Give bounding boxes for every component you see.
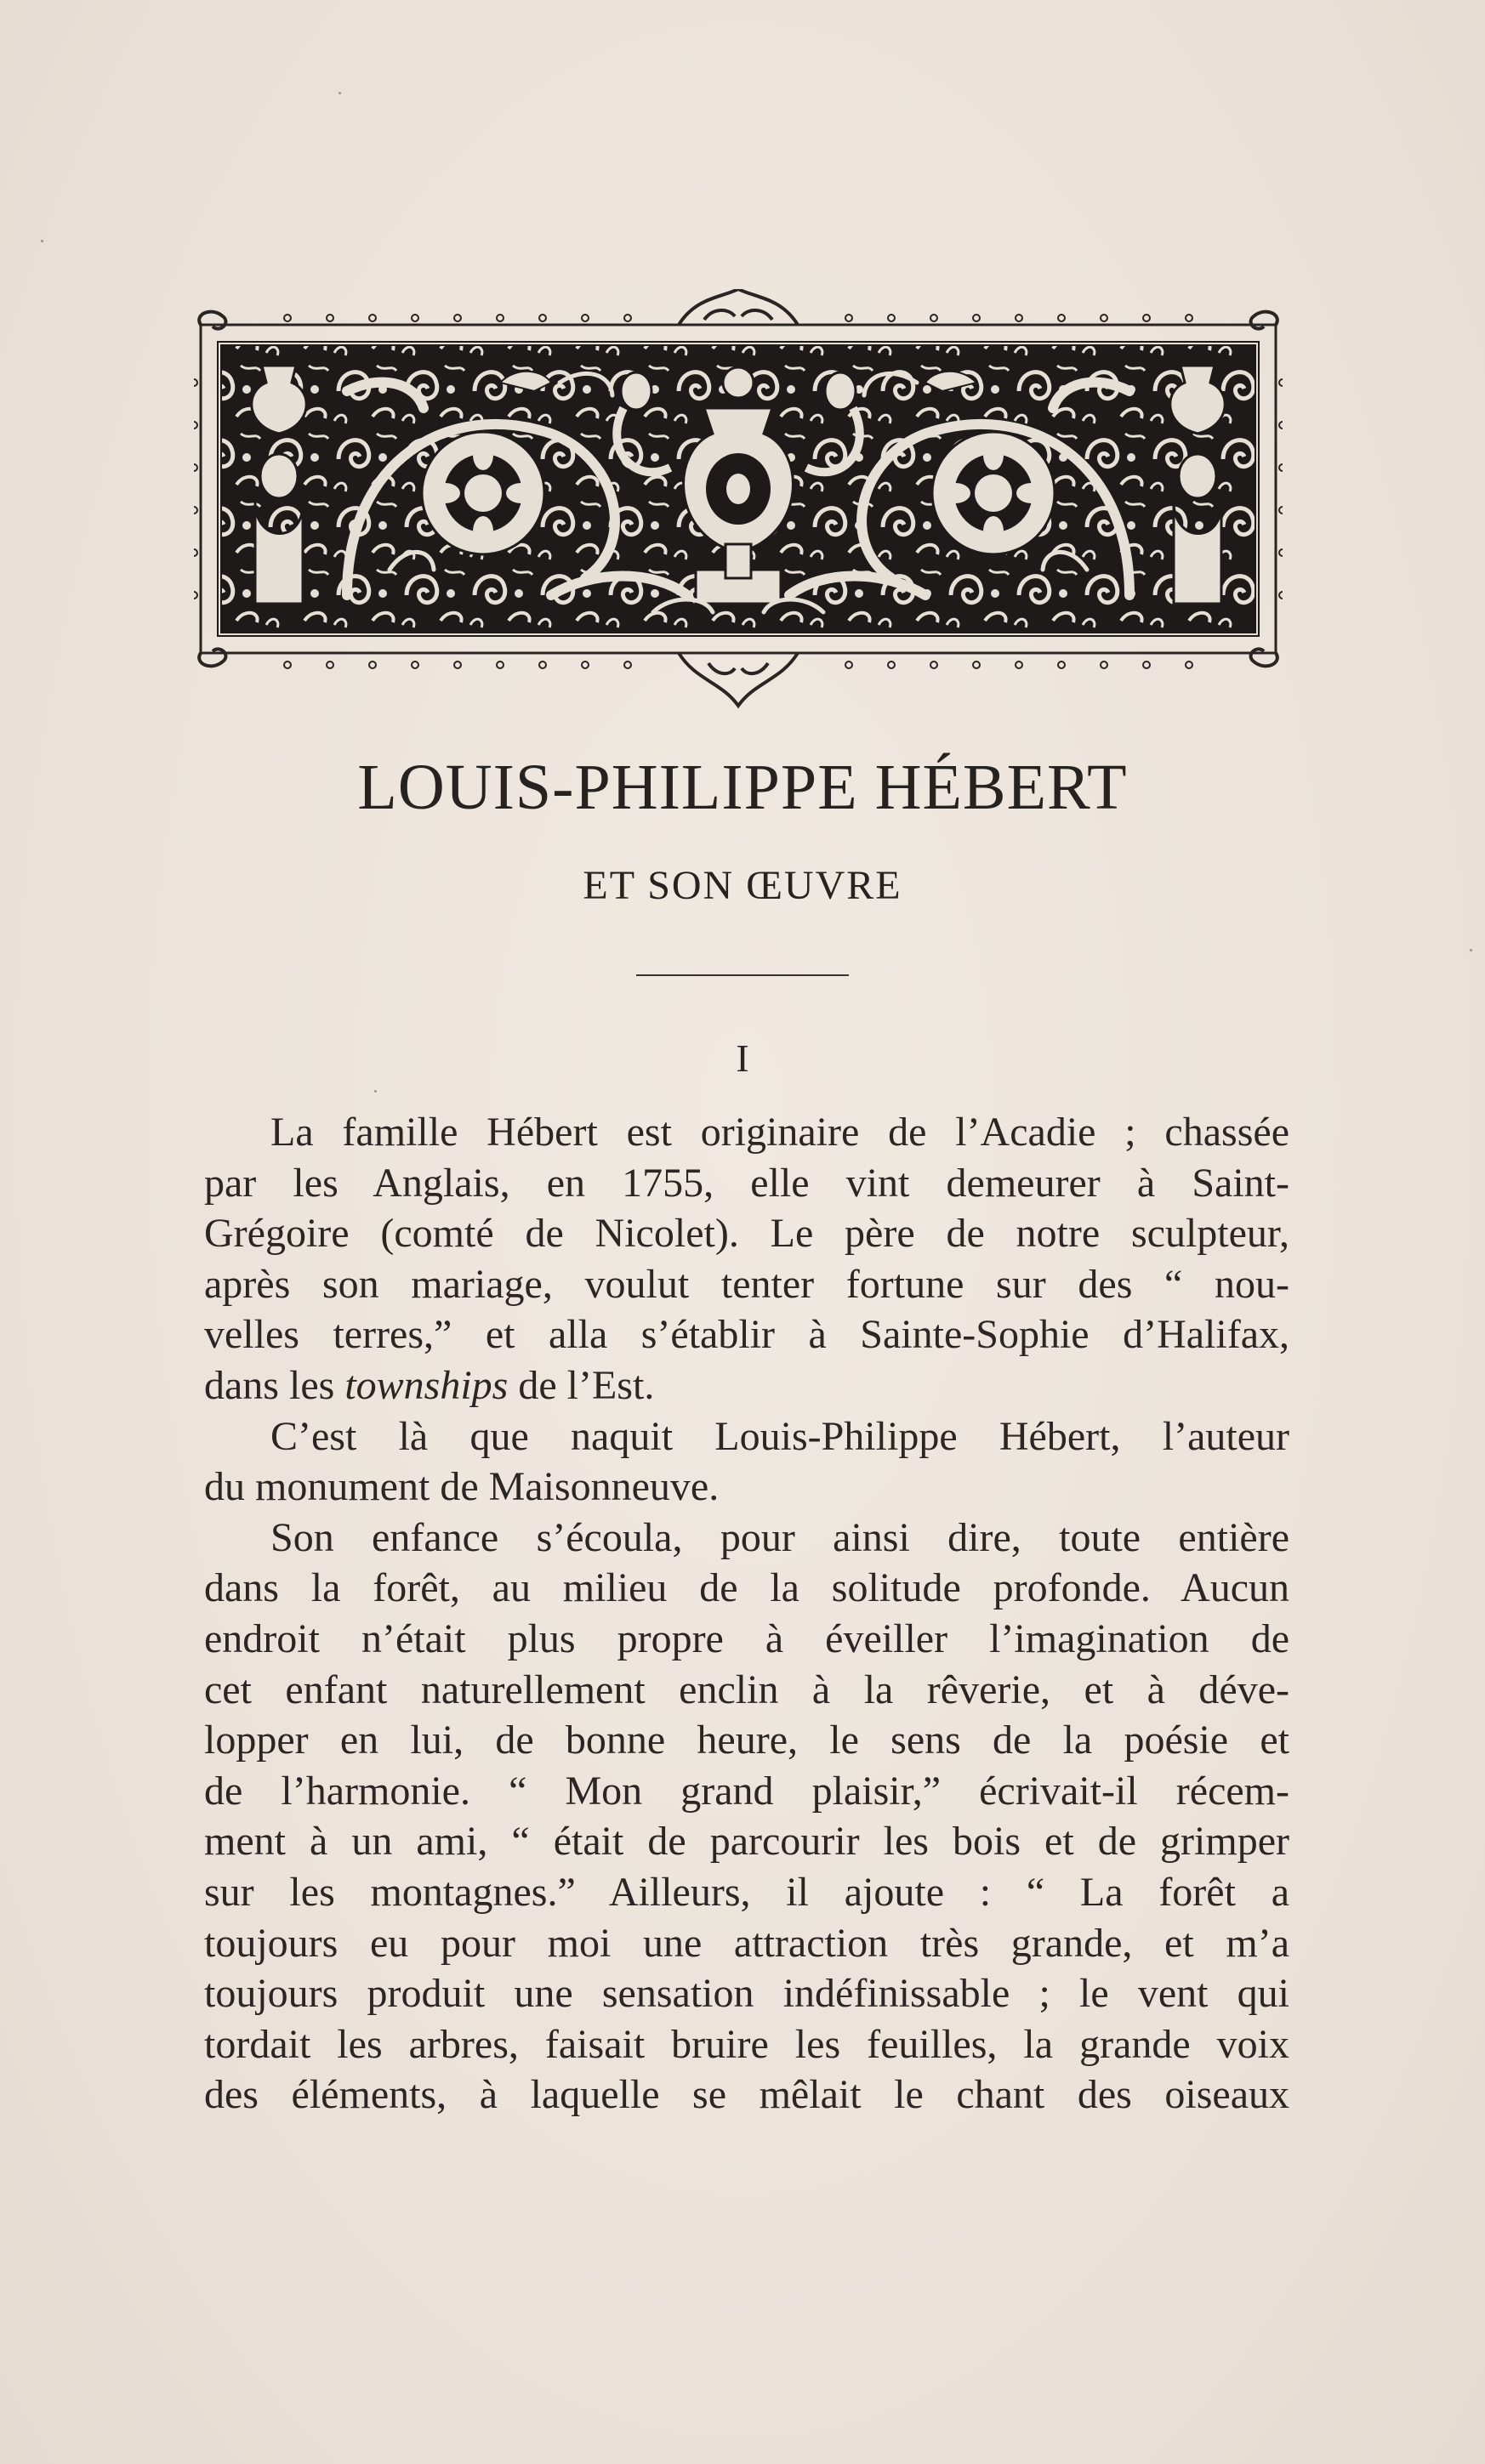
header-ornament-icon xyxy=(194,289,1283,714)
text-line: dans la forêt, au milieu de la solitude profonde. Aucun xyxy=(204,1565,1289,1611)
title-divider xyxy=(636,974,849,976)
text-line: par les Anglais, en 1755, elle vint demeurer à Saint- xyxy=(204,1160,1289,1206)
text-line: endroit n’était plus propre à éveiller l’imagination de xyxy=(204,1615,1289,1661)
text-run: dans les xyxy=(204,1362,345,1408)
text-line: tordait les arbres, faisait bruire les feuilles, la grande voix xyxy=(204,2021,1289,2067)
text-line: sur les montagnes.” Ailleurs, il ajoute : “ La forêt a xyxy=(204,1869,1289,1915)
body-text xyxy=(204,1107,1289,2121)
page-title: LOUIS-PHILIPPE HÉBERT xyxy=(357,752,1128,823)
text-line: La famille Hébert est originaire de l’Acadie ; chassée xyxy=(270,1110,1289,1155)
paper-speck xyxy=(41,240,43,242)
text-line: après son mariage, voulut tenter fortune sur des “ nou- xyxy=(204,1261,1289,1307)
text-line: des éléments, à laquelle se mêlait le chant des oiseaux xyxy=(204,2072,1289,2118)
text-run: de l’Est. xyxy=(508,1362,655,1408)
paragraph-3 xyxy=(204,1513,1289,2121)
text-line: Grégoire (comté de Nicolet). Le père de notre sculpteur, xyxy=(204,1211,1289,1257)
text-line: du monument de Maisonneuve. xyxy=(204,1464,720,1510)
text-line: ment à un ami, “ était de parcourir les bois et de grimper xyxy=(204,1819,1289,1865)
text-line: cet enfant naturellement enclin à la rêverie, et à déve- xyxy=(204,1666,1289,1712)
text-line: lopper en lui, de bonne heure, le sens de la poésie et xyxy=(204,1717,1289,1763)
text-line: velles terres,” et alla s’établir à Sainte-Sophie d’Halifax, xyxy=(204,1312,1289,1358)
paper-speck xyxy=(339,92,341,94)
italic-term: townships xyxy=(344,1362,509,1408)
paragraph-2 xyxy=(204,1411,1289,1513)
paper-speck xyxy=(1470,949,1472,951)
paper-speck xyxy=(374,1090,377,1093)
section-number: I xyxy=(736,1036,749,1080)
text-line: de l’harmonie. “ Mon grand plaisir,” écrivait-il récem- xyxy=(204,1768,1289,1814)
paragraph-1 xyxy=(204,1107,1289,1411)
text-line: Son enfance s’écoula, pour ainsi dire, toute entière xyxy=(270,1514,1289,1560)
text-line: C’est là que naquit Louis-Philippe Hébert, l’auteur xyxy=(270,1413,1289,1459)
text-line: toujours eu pour moi une attraction très grande, et m’a xyxy=(204,1920,1289,1966)
page-subtitle: ET SON ŒUVRE xyxy=(583,863,902,908)
text-line: toujours produit une sensation indéfinissable ; le vent qui xyxy=(204,1971,1289,2017)
text-line xyxy=(204,1360,1289,1411)
